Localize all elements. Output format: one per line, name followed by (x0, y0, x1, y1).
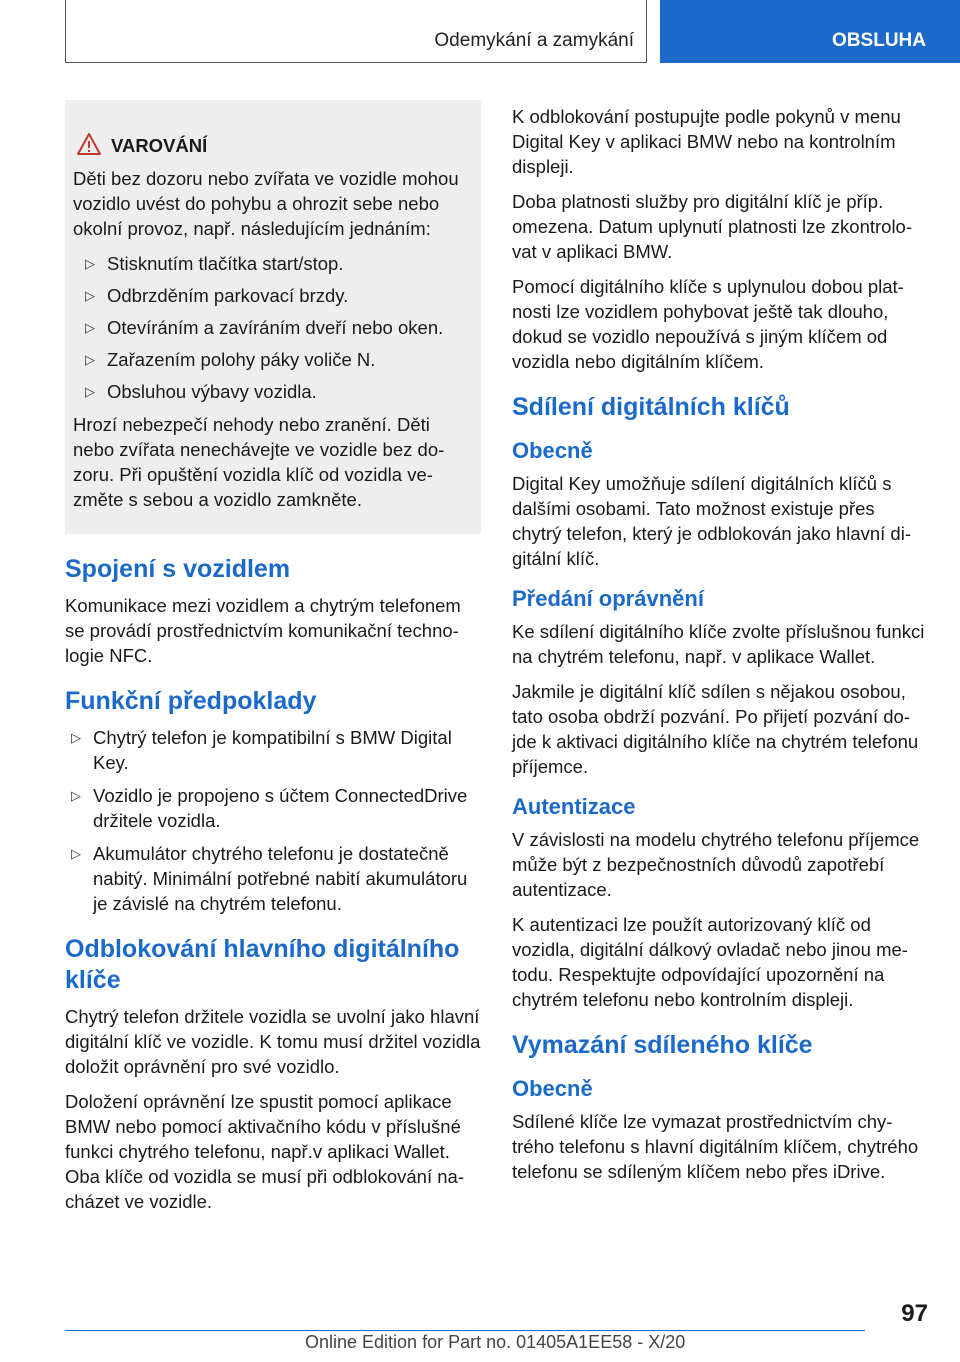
heading-predpoklady: Funkční předpoklady (65, 687, 317, 715)
heading-sdileni: Sdílení digitálních klíčů (512, 393, 790, 421)
list-item: ▷ Stisknutím tlačítka start/stop. (85, 253, 344, 274)
triangle-right-icon: ▷ (85, 288, 95, 303)
heading-vymazani: Vymazání sdíleného klíče (512, 1031, 813, 1059)
list-item: ▷ Zařazením polohy páky voliče N. (85, 349, 376, 370)
header-box (65, 0, 647, 63)
paragraph: Chytrý telefon držitele vozidla se uvolní jako hlavní digitální klíč ve vozidle. K tomu musí držitel vozidla doložit oprávnění pro své vozidlo. (65, 1006, 481, 1077)
paragraph: Doba platnosti služby pro digitální klíč je příp. omezena. Datum uplynutí platnosti lze zkontrolovat v aplikaci BMW. (512, 191, 913, 262)
warning-title-text: VAROVÁNÍ (111, 135, 208, 156)
paragraph: Komunikace mezi vozidlem a chytrým telefonem se provádí prostřednictvím komunikační technologie NFC. (65, 595, 461, 666)
list-item: ▷ Odbrzděním parkovací brzdy. (85, 285, 349, 306)
requirements-list (65, 725, 481, 916)
list-item: ▷ Chytrý telefon je kompatibilní s BMW Digital Key. (71, 727, 452, 773)
paragraph: Sdílené klíče lze vymazat prostřednictvím chytrého telefonu s hlavní digitálním klíčem, chytrého telefonu se sdíleným klíčem nebo přes iDrive. (512, 1111, 919, 1182)
right-column (512, 104, 928, 1194)
paragraph: Jakmile je digitální klíč sdílen s nějakou osobou, tato osoba obdrží pozvání. Po přijetí pozvání dojde k aktivaci digitálního klíče na chytrém telefonu příjemce. (512, 681, 919, 777)
chapter-title: Odemykání a zamykání (434, 30, 634, 51)
paragraph: Ke sdílení digitálního klíče zvolte příslušnou funkci na chytrém telefonu, např. v aplikace Wallet. (512, 621, 925, 667)
warning-title (73, 134, 469, 158)
subheading-obecne: Obecně (512, 1076, 593, 1101)
paragraph: V závislosti na modelu chytrého telefonu příjemce může být z bezpečnostních důvodů zapotřebí autentizace. (512, 829, 920, 900)
triangle-right-icon: ▷ (85, 256, 95, 271)
heading-spojeni: Spojení s vozidlem (65, 555, 291, 583)
list-item: ▷ Otevíráním a zavíráním dveří nebo oken. (85, 317, 444, 338)
edition-note: Online Edition for Part no. 01405A1EE58 - X/20 (305, 1332, 686, 1352)
list-item: ▷ Akumulátor chytrého telefonu je dostatečně nabitý. Minimální potřebné nabití akumulátoru je závislé na chytrém telefonu. (71, 843, 468, 914)
subheading-autentizace: Autentizace (512, 794, 636, 819)
heading-odblokovani: Odblokování hlavního digitálního klíče (65, 935, 460, 994)
list-item: ▷ Vozidlo je propojeno s účtem ConnectedDrive držitele vozidla. (71, 785, 468, 831)
triangle-right-icon: ▷ (85, 384, 95, 399)
warning-triangle-icon (77, 132, 101, 156)
triangle-right-icon: ▷ (71, 730, 81, 745)
paragraph: Digital Key umožňuje sdílení digitálních klíčů s dalšími osobami. Tato možnost existuje přes chytrý telefon, který je odblokován jako hlavní digitální klíč. (512, 473, 911, 569)
footer-divider (65, 1330, 865, 1331)
list-item: ▷ Obsluhou výbavy vozidla. (85, 381, 317, 402)
triangle-right-icon: ▷ (85, 352, 95, 367)
page-number: 97 (901, 1300, 928, 1327)
section-tab: OBSLUHA (660, 0, 960, 63)
paragraph: K autentizaci lze použít autorizovaný klíč od vozidla, digitální dálkový ovladač nebo jinou metodu. Respektujte odpovídající upozornění na chytrém telefonu nebo kontrolním displeji. (512, 914, 908, 1010)
paragraph: Pomocí digitálního klíče s uplynulou dobou platnosti lze vozidlem pohybovat ještě tak dlouho, dokud se vozidlo nepoužívá s jiným klíčem od vozidla nebo digitálním klíčem. (512, 276, 904, 372)
paragraph: K odblokování postupujte podle pokynů v menu Digital Key v aplikaci BMW nebo na kontrolním displeji. (512, 106, 901, 177)
warning-box (65, 100, 481, 534)
warning-outro: Hrozí nebezpečí nehody nebo zranění. Děti nebo zvířata nenechávejte ve vozidle bez dozoru. Při opuštění vozidla klíč od vozidla vezměte s sebou a vozidlo zamkněte. (73, 414, 445, 510)
triangle-right-icon: ▷ (85, 320, 95, 335)
left-column (65, 100, 481, 1224)
triangle-right-icon: ▷ (71, 846, 81, 861)
warning-intro: Děti bez dozoru nebo zvířata ve vozidle mohou vozidlo uvést do pohybu a ohrozit sebe nebo okolní provoz, např. následujícím jednáním: (73, 168, 459, 239)
subheading-predani: Předání oprávnění (512, 586, 704, 611)
warning-list (73, 251, 469, 404)
triangle-right-icon: ▷ (71, 788, 81, 803)
subheading-obecne: Obecně (512, 438, 593, 463)
paragraph: Doložení oprávnění lze spustit pomocí aplikace BMW nebo pomocí aktivačního kódu v příslušné funkci chytrého telefonu, např.v aplikaci Wallet. Oba klíče od vozidla se musí při odblokování nacházet ve vozidle. (65, 1091, 464, 1212)
